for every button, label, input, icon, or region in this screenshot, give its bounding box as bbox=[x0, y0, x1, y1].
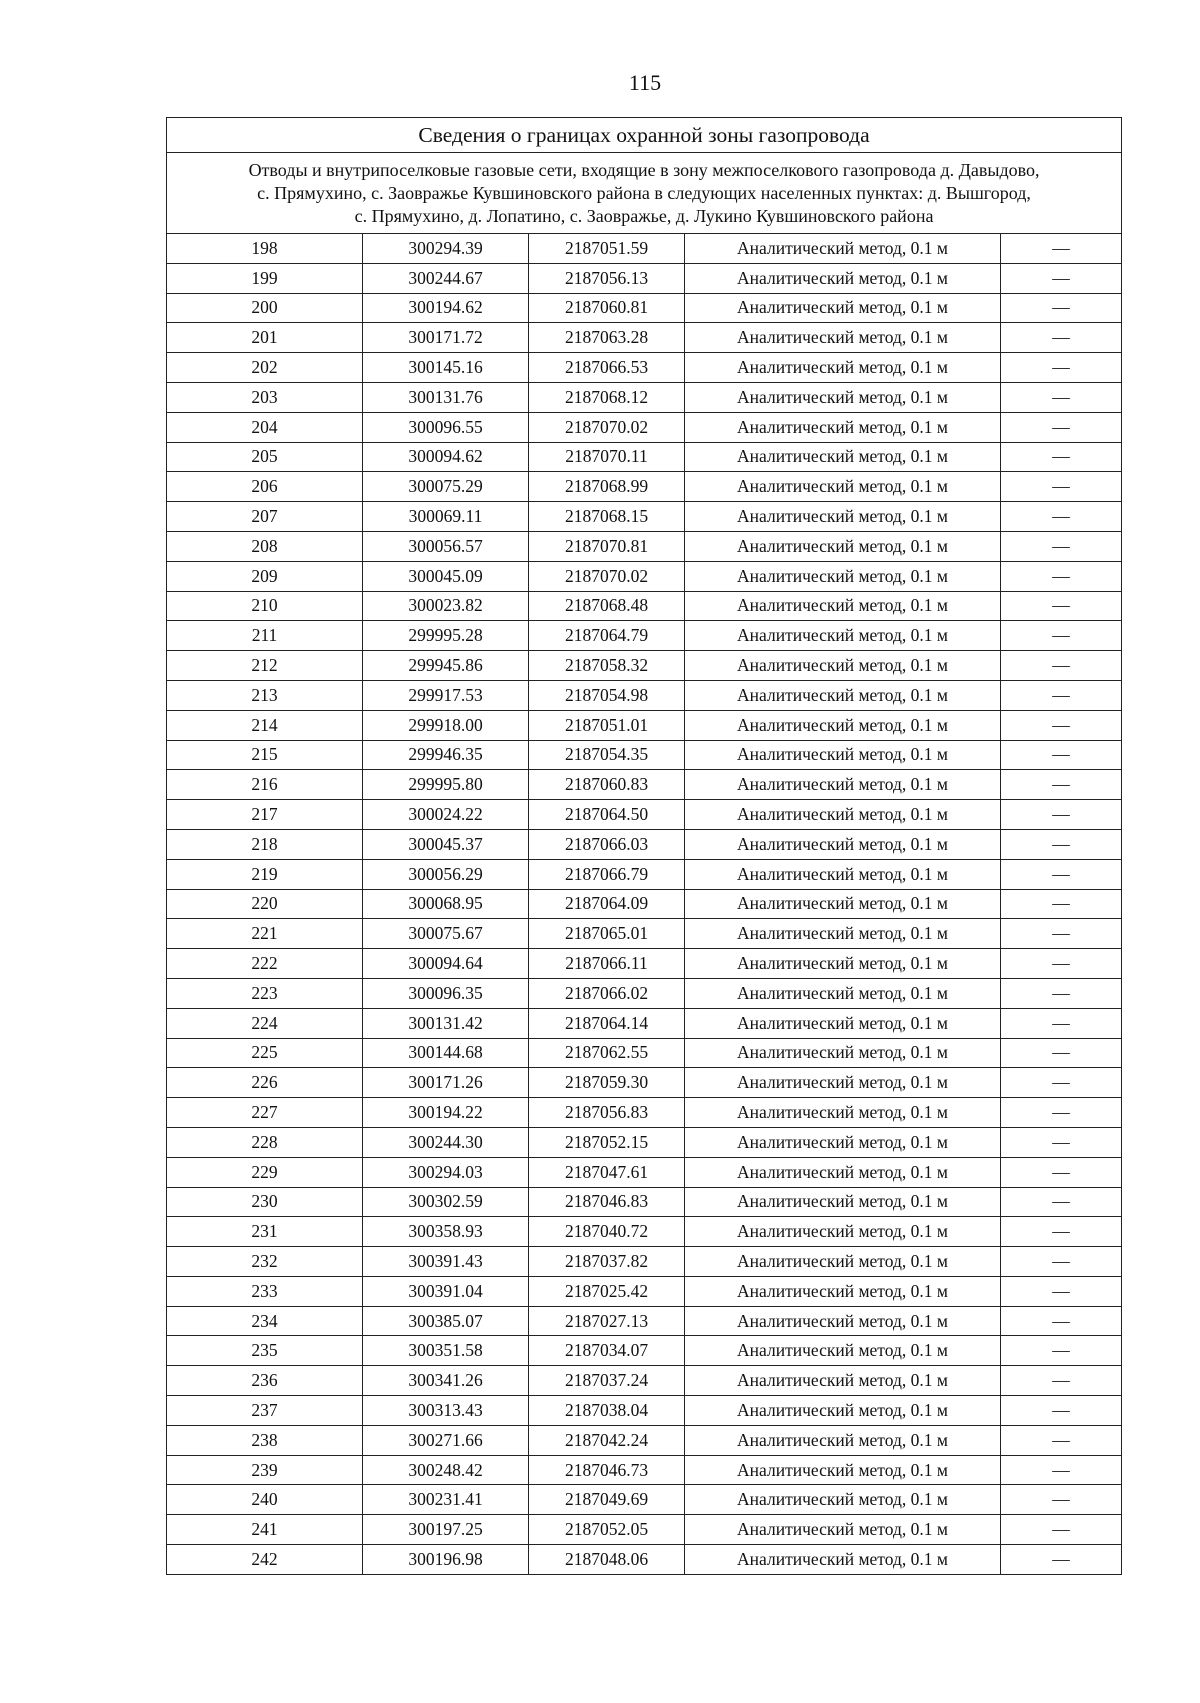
y-coordinate-cell: 2187056.83 bbox=[529, 1098, 685, 1128]
method-cell: Аналитический метод, 0.1 м bbox=[685, 1306, 1001, 1336]
table-row bbox=[167, 472, 1122, 502]
y-coordinate-cell: 2187065.01 bbox=[529, 919, 685, 949]
description-cell: — bbox=[1001, 234, 1122, 264]
description-cell: — bbox=[1001, 651, 1122, 681]
x-coordinate-cell: 300244.30 bbox=[363, 1127, 529, 1157]
method-cell: Аналитический метод, 0.1 м bbox=[685, 1276, 1001, 1306]
subtitle-line: с. Прямухино, с. Заовражье Кувшиновского района в следующих населенных пунктах: д. Вышгород, bbox=[257, 182, 1031, 203]
x-coordinate-cell: 300351.58 bbox=[363, 1336, 529, 1366]
method-cell: Аналитический метод, 0.1 м bbox=[685, 1455, 1001, 1485]
description-cell: — bbox=[1001, 1545, 1122, 1575]
method-cell: Аналитический метод, 0.1 м bbox=[685, 561, 1001, 591]
y-coordinate-cell: 2187046.73 bbox=[529, 1455, 685, 1485]
description-cell: — bbox=[1001, 1515, 1122, 1545]
x-coordinate-cell: 300358.93 bbox=[363, 1217, 529, 1247]
description-cell: — bbox=[1001, 353, 1122, 383]
method-cell: Аналитический метод, 0.1 м bbox=[685, 1157, 1001, 1187]
method-cell: Аналитический метод, 0.1 м bbox=[685, 829, 1001, 859]
y-coordinate-cell: 2187060.81 bbox=[529, 293, 685, 323]
point-number-cell: 204 bbox=[167, 412, 363, 442]
method-cell: Аналитический метод, 0.1 м bbox=[685, 472, 1001, 502]
x-coordinate-cell: 300271.66 bbox=[363, 1425, 529, 1455]
description-cell: — bbox=[1001, 442, 1122, 472]
y-coordinate-cell: 2187034.07 bbox=[529, 1336, 685, 1366]
method-cell: Аналитический метод, 0.1 м bbox=[685, 978, 1001, 1008]
table-row bbox=[167, 502, 1122, 532]
table-row bbox=[167, 1455, 1122, 1485]
table-title-row bbox=[167, 118, 1122, 153]
y-coordinate-cell: 2187037.24 bbox=[529, 1366, 685, 1396]
description-cell: — bbox=[1001, 889, 1122, 919]
table-row bbox=[167, 859, 1122, 889]
y-coordinate-cell: 2187064.14 bbox=[529, 1008, 685, 1038]
x-coordinate-cell: 300144.68 bbox=[363, 1038, 529, 1068]
description-cell: — bbox=[1001, 740, 1122, 770]
point-number-cell: 231 bbox=[167, 1217, 363, 1247]
description-cell: — bbox=[1001, 1157, 1122, 1187]
y-coordinate-cell: 2187068.99 bbox=[529, 472, 685, 502]
method-cell: Аналитический метод, 0.1 м bbox=[685, 740, 1001, 770]
x-coordinate-cell: 300391.04 bbox=[363, 1276, 529, 1306]
y-coordinate-cell: 2187064.50 bbox=[529, 800, 685, 830]
point-number-cell: 219 bbox=[167, 859, 363, 889]
table-row bbox=[167, 740, 1122, 770]
point-number-cell: 227 bbox=[167, 1098, 363, 1128]
table-row bbox=[167, 1306, 1122, 1336]
description-cell: — bbox=[1001, 1127, 1122, 1157]
y-coordinate-cell: 2187048.06 bbox=[529, 1545, 685, 1575]
description-cell: — bbox=[1001, 1336, 1122, 1366]
point-number-cell: 235 bbox=[167, 1336, 363, 1366]
description-cell: — bbox=[1001, 1098, 1122, 1128]
point-number-cell: 236 bbox=[167, 1366, 363, 1396]
y-coordinate-cell: 2187040.72 bbox=[529, 1217, 685, 1247]
y-coordinate-cell: 2187064.79 bbox=[529, 621, 685, 651]
y-coordinate-cell: 2187068.48 bbox=[529, 591, 685, 621]
table-row bbox=[167, 1127, 1122, 1157]
method-cell: Аналитический метод, 0.1 м bbox=[685, 859, 1001, 889]
y-coordinate-cell: 2187052.05 bbox=[529, 1515, 685, 1545]
table-row bbox=[167, 1485, 1122, 1515]
page-number: 115 bbox=[628, 70, 662, 95]
description-cell: — bbox=[1001, 829, 1122, 859]
method-cell: Аналитический метод, 0.1 м bbox=[685, 1366, 1001, 1396]
method-cell: Аналитический метод, 0.1 м bbox=[685, 1247, 1001, 1277]
point-number-cell: 228 bbox=[167, 1127, 363, 1157]
y-coordinate-cell: 2187051.59 bbox=[529, 234, 685, 264]
point-number-cell: 237 bbox=[167, 1396, 363, 1426]
point-number-cell: 238 bbox=[167, 1425, 363, 1455]
y-coordinate-cell: 2187038.04 bbox=[529, 1396, 685, 1426]
description-cell: — bbox=[1001, 1366, 1122, 1396]
point-number-cell: 199 bbox=[167, 263, 363, 293]
x-coordinate-cell: 300096.35 bbox=[363, 978, 529, 1008]
point-number-cell: 214 bbox=[167, 710, 363, 740]
x-coordinate-cell: 300294.39 bbox=[363, 234, 529, 264]
table-row bbox=[167, 1515, 1122, 1545]
table-row bbox=[167, 621, 1122, 651]
point-number-cell: 215 bbox=[167, 740, 363, 770]
y-coordinate-cell: 2187042.24 bbox=[529, 1425, 685, 1455]
point-number-cell: 216 bbox=[167, 770, 363, 800]
x-coordinate-cell: 300075.67 bbox=[363, 919, 529, 949]
method-cell: Аналитический метод, 0.1 м bbox=[685, 353, 1001, 383]
table-row bbox=[167, 1068, 1122, 1098]
point-number-cell: 211 bbox=[167, 621, 363, 651]
description-cell: — bbox=[1001, 1485, 1122, 1515]
y-coordinate-cell: 2187054.35 bbox=[529, 740, 685, 770]
method-cell: Аналитический метод, 0.1 м bbox=[685, 531, 1001, 561]
description-cell: — bbox=[1001, 621, 1122, 651]
description-cell: — bbox=[1001, 770, 1122, 800]
y-coordinate-cell: 2187051.01 bbox=[529, 710, 685, 740]
x-coordinate-cell: 299945.86 bbox=[363, 651, 529, 681]
table-row bbox=[167, 1336, 1122, 1366]
description-cell: — bbox=[1001, 1068, 1122, 1098]
description-cell: — bbox=[1001, 1455, 1122, 1485]
table-subtitle-row bbox=[167, 153, 1122, 234]
table-body bbox=[167, 118, 1122, 1575]
method-cell: Аналитический метод, 0.1 м bbox=[685, 800, 1001, 830]
table-row bbox=[167, 1008, 1122, 1038]
y-coordinate-cell: 2187052.15 bbox=[529, 1127, 685, 1157]
method-cell: Аналитический метод, 0.1 м bbox=[685, 234, 1001, 264]
y-coordinate-cell: 2187037.82 bbox=[529, 1247, 685, 1277]
description-cell: — bbox=[1001, 919, 1122, 949]
description-cell: — bbox=[1001, 323, 1122, 353]
point-number-cell: 226 bbox=[167, 1068, 363, 1098]
table-row bbox=[167, 1276, 1122, 1306]
point-number-cell: 205 bbox=[167, 442, 363, 472]
point-number-cell: 232 bbox=[167, 1247, 363, 1277]
point-number-cell: 218 bbox=[167, 829, 363, 859]
table-row bbox=[167, 800, 1122, 830]
description-cell: — bbox=[1001, 710, 1122, 740]
table-row bbox=[167, 710, 1122, 740]
x-coordinate-cell: 299917.53 bbox=[363, 680, 529, 710]
description-cell: — bbox=[1001, 591, 1122, 621]
table-row bbox=[167, 978, 1122, 1008]
method-cell: Аналитический метод, 0.1 м bbox=[685, 919, 1001, 949]
description-cell: — bbox=[1001, 1217, 1122, 1247]
method-cell: Аналитический метод, 0.1 м bbox=[685, 889, 1001, 919]
table-row bbox=[167, 1157, 1122, 1187]
point-number-cell: 242 bbox=[167, 1545, 363, 1575]
method-cell: Аналитический метод, 0.1 м bbox=[685, 263, 1001, 293]
x-coordinate-cell: 299995.28 bbox=[363, 621, 529, 651]
table-row bbox=[167, 531, 1122, 561]
subtitle-line: с. Прямухино, д. Лопатино, с. Заовражье, д. Лукино Кувшиновского района bbox=[354, 205, 934, 226]
description-cell: — bbox=[1001, 1276, 1122, 1306]
method-cell: Аналитический метод, 0.1 м bbox=[685, 621, 1001, 651]
method-cell: Аналитический метод, 0.1 м bbox=[685, 442, 1001, 472]
table-row bbox=[167, 1038, 1122, 1068]
x-coordinate-cell: 300094.62 bbox=[363, 442, 529, 472]
method-cell: Аналитический метод, 0.1 м bbox=[685, 1068, 1001, 1098]
x-coordinate-cell: 300024.22 bbox=[363, 800, 529, 830]
y-coordinate-cell: 2187062.55 bbox=[529, 1038, 685, 1068]
x-coordinate-cell: 300341.26 bbox=[363, 1366, 529, 1396]
point-number-cell: 202 bbox=[167, 353, 363, 383]
x-coordinate-cell: 300385.07 bbox=[363, 1306, 529, 1336]
x-coordinate-cell: 300196.98 bbox=[363, 1545, 529, 1575]
description-cell: — bbox=[1001, 502, 1122, 532]
y-coordinate-cell: 2187066.53 bbox=[529, 353, 685, 383]
table-row bbox=[167, 770, 1122, 800]
point-number-cell: 220 bbox=[167, 889, 363, 919]
x-coordinate-cell: 300068.95 bbox=[363, 889, 529, 919]
method-cell: Аналитический метод, 0.1 м bbox=[685, 382, 1001, 412]
x-coordinate-cell: 300069.11 bbox=[363, 502, 529, 532]
point-number-cell: 207 bbox=[167, 502, 363, 532]
point-number-cell: 240 bbox=[167, 1485, 363, 1515]
table-row bbox=[167, 680, 1122, 710]
x-coordinate-cell: 300131.76 bbox=[363, 382, 529, 412]
table-row bbox=[167, 263, 1122, 293]
method-cell: Аналитический метод, 0.1 м bbox=[685, 710, 1001, 740]
method-cell: Аналитический метод, 0.1 м bbox=[685, 1098, 1001, 1128]
table-row bbox=[167, 1545, 1122, 1575]
y-coordinate-cell: 2187068.12 bbox=[529, 382, 685, 412]
point-number-cell: 241 bbox=[167, 1515, 363, 1545]
table-row bbox=[167, 353, 1122, 383]
method-cell: Аналитический метод, 0.1 м bbox=[685, 1336, 1001, 1366]
description-cell: — bbox=[1001, 382, 1122, 412]
x-coordinate-cell: 300194.62 bbox=[363, 293, 529, 323]
x-coordinate-cell: 300244.67 bbox=[363, 263, 529, 293]
point-number-cell: 234 bbox=[167, 1306, 363, 1336]
y-coordinate-cell: 2187064.09 bbox=[529, 889, 685, 919]
point-number-cell: 230 bbox=[167, 1187, 363, 1217]
table-row bbox=[167, 442, 1122, 472]
table-subtitle bbox=[167, 153, 1122, 234]
x-coordinate-cell: 300391.43 bbox=[363, 1247, 529, 1277]
method-cell: Аналитический метод, 0.1 м bbox=[685, 323, 1001, 353]
method-cell: Аналитический метод, 0.1 м bbox=[685, 1485, 1001, 1515]
x-coordinate-cell: 300171.26 bbox=[363, 1068, 529, 1098]
table-row bbox=[167, 323, 1122, 353]
description-cell: — bbox=[1001, 800, 1122, 830]
y-coordinate-cell: 2187056.13 bbox=[529, 263, 685, 293]
point-number-cell: 222 bbox=[167, 949, 363, 979]
x-coordinate-cell: 300194.22 bbox=[363, 1098, 529, 1128]
boundary-table bbox=[166, 117, 1122, 1575]
table-row bbox=[167, 1098, 1122, 1128]
description-cell: — bbox=[1001, 680, 1122, 710]
x-coordinate-cell: 300145.16 bbox=[363, 353, 529, 383]
y-coordinate-cell: 2187066.11 bbox=[529, 949, 685, 979]
description-cell: — bbox=[1001, 949, 1122, 979]
table-row bbox=[167, 1366, 1122, 1396]
point-number-cell: 224 bbox=[167, 1008, 363, 1038]
subtitle-line: Отводы и внутрипоселковые газовые сети, входящие в зону межпоселкового газопровода д. Давыдово, bbox=[248, 159, 1040, 180]
point-number-cell: 239 bbox=[167, 1455, 363, 1485]
table-row bbox=[167, 234, 1122, 264]
point-number-cell: 217 bbox=[167, 800, 363, 830]
description-cell: — bbox=[1001, 1038, 1122, 1068]
point-number-cell: 206 bbox=[167, 472, 363, 502]
x-coordinate-cell: 299995.80 bbox=[363, 770, 529, 800]
point-number-cell: 203 bbox=[167, 382, 363, 412]
x-coordinate-cell: 300231.41 bbox=[363, 1485, 529, 1515]
method-cell: Аналитический метод, 0.1 м bbox=[685, 1425, 1001, 1455]
table-row bbox=[167, 949, 1122, 979]
y-coordinate-cell: 2187054.98 bbox=[529, 680, 685, 710]
y-coordinate-cell: 2187070.81 bbox=[529, 531, 685, 561]
x-coordinate-cell: 300197.25 bbox=[363, 1515, 529, 1545]
x-coordinate-cell: 300045.37 bbox=[363, 829, 529, 859]
y-coordinate-cell: 2187070.11 bbox=[529, 442, 685, 472]
x-coordinate-cell: 300171.72 bbox=[363, 323, 529, 353]
x-coordinate-cell: 300131.42 bbox=[363, 1008, 529, 1038]
method-cell: Аналитический метод, 0.1 м bbox=[685, 1127, 1001, 1157]
y-coordinate-cell: 2187058.32 bbox=[529, 651, 685, 681]
y-coordinate-cell: 2187066.02 bbox=[529, 978, 685, 1008]
y-coordinate-cell: 2187047.61 bbox=[529, 1157, 685, 1187]
table-row bbox=[167, 1187, 1122, 1217]
table-row bbox=[167, 591, 1122, 621]
point-number-cell: 209 bbox=[167, 561, 363, 591]
table-row bbox=[167, 651, 1122, 681]
y-coordinate-cell: 2187066.79 bbox=[529, 859, 685, 889]
x-coordinate-cell: 300075.29 bbox=[363, 472, 529, 502]
x-coordinate-cell: 300094.64 bbox=[363, 949, 529, 979]
method-cell: Аналитический метод, 0.1 м bbox=[685, 770, 1001, 800]
table-row bbox=[167, 293, 1122, 323]
y-coordinate-cell: 2187049.69 bbox=[529, 1485, 685, 1515]
method-cell: Аналитический метод, 0.1 м bbox=[685, 949, 1001, 979]
method-cell: Аналитический метод, 0.1 м bbox=[685, 1187, 1001, 1217]
y-coordinate-cell: 2187068.15 bbox=[529, 502, 685, 532]
method-cell: Аналитический метод, 0.1 м bbox=[685, 591, 1001, 621]
method-cell: Аналитический метод, 0.1 м bbox=[685, 1217, 1001, 1247]
table-row bbox=[167, 412, 1122, 442]
method-cell: Аналитический метод, 0.1 м bbox=[685, 502, 1001, 532]
description-cell: — bbox=[1001, 531, 1122, 561]
x-coordinate-cell: 300302.59 bbox=[363, 1187, 529, 1217]
y-coordinate-cell: 2187046.83 bbox=[529, 1187, 685, 1217]
description-cell: — bbox=[1001, 263, 1122, 293]
description-cell: — bbox=[1001, 1396, 1122, 1426]
table-row bbox=[167, 382, 1122, 412]
table-title: Сведения о границах охранной зоны газопровода bbox=[167, 118, 1122, 153]
method-cell: Аналитический метод, 0.1 м bbox=[685, 680, 1001, 710]
x-coordinate-cell: 300045.09 bbox=[363, 561, 529, 591]
table-row bbox=[167, 829, 1122, 859]
method-cell: Аналитический метод, 0.1 м bbox=[685, 293, 1001, 323]
y-coordinate-cell: 2187025.42 bbox=[529, 1276, 685, 1306]
x-coordinate-cell: 300023.82 bbox=[363, 591, 529, 621]
x-coordinate-cell: 300056.29 bbox=[363, 859, 529, 889]
x-coordinate-cell: 300313.43 bbox=[363, 1396, 529, 1426]
point-number-cell: 221 bbox=[167, 919, 363, 949]
point-number-cell: 212 bbox=[167, 651, 363, 681]
description-cell: — bbox=[1001, 472, 1122, 502]
y-coordinate-cell: 2187066.03 bbox=[529, 829, 685, 859]
point-number-cell: 210 bbox=[167, 591, 363, 621]
table-row bbox=[167, 1247, 1122, 1277]
x-coordinate-cell: 299918.00 bbox=[363, 710, 529, 740]
description-cell: — bbox=[1001, 1187, 1122, 1217]
y-coordinate-cell: 2187060.83 bbox=[529, 770, 685, 800]
x-coordinate-cell: 300294.03 bbox=[363, 1157, 529, 1187]
point-number-cell: 198 bbox=[167, 234, 363, 264]
table-row bbox=[167, 1217, 1122, 1247]
method-cell: Аналитический метод, 0.1 м bbox=[685, 1396, 1001, 1426]
description-cell: — bbox=[1001, 859, 1122, 889]
point-number-cell: 200 bbox=[167, 293, 363, 323]
description-cell: — bbox=[1001, 293, 1122, 323]
point-number-cell: 229 bbox=[167, 1157, 363, 1187]
table-row bbox=[167, 1425, 1122, 1455]
y-coordinate-cell: 2187070.02 bbox=[529, 561, 685, 591]
y-coordinate-cell: 2187027.13 bbox=[529, 1306, 685, 1336]
method-cell: Аналитический метод, 0.1 м bbox=[685, 1515, 1001, 1545]
point-number-cell: 208 bbox=[167, 531, 363, 561]
x-coordinate-cell: 300248.42 bbox=[363, 1455, 529, 1485]
description-cell: — bbox=[1001, 1008, 1122, 1038]
x-coordinate-cell: 300096.55 bbox=[363, 412, 529, 442]
point-number-cell: 225 bbox=[167, 1038, 363, 1068]
y-coordinate-cell: 2187059.30 bbox=[529, 1068, 685, 1098]
description-cell: — bbox=[1001, 1247, 1122, 1277]
point-number-cell: 233 bbox=[167, 1276, 363, 1306]
table-row bbox=[167, 919, 1122, 949]
table-row bbox=[167, 889, 1122, 919]
y-coordinate-cell: 2187063.28 bbox=[529, 323, 685, 353]
description-cell: — bbox=[1001, 1425, 1122, 1455]
method-cell: Аналитический метод, 0.1 м bbox=[685, 1545, 1001, 1575]
x-coordinate-cell: 300056.57 bbox=[363, 531, 529, 561]
description-cell: — bbox=[1001, 978, 1122, 1008]
point-number-cell: 213 bbox=[167, 680, 363, 710]
method-cell: Аналитический метод, 0.1 м bbox=[685, 651, 1001, 681]
point-number-cell: 201 bbox=[167, 323, 363, 353]
method-cell: Аналитический метод, 0.1 м bbox=[685, 1038, 1001, 1068]
method-cell: Аналитический метод, 0.1 м bbox=[685, 412, 1001, 442]
point-number-cell: 223 bbox=[167, 978, 363, 1008]
description-cell: — bbox=[1001, 1306, 1122, 1336]
description-cell: — bbox=[1001, 561, 1122, 591]
y-coordinate-cell: 2187070.02 bbox=[529, 412, 685, 442]
table-row bbox=[167, 1396, 1122, 1426]
x-coordinate-cell: 299946.35 bbox=[363, 740, 529, 770]
description-cell: — bbox=[1001, 412, 1122, 442]
method-cell: Аналитический метод, 0.1 м bbox=[685, 1008, 1001, 1038]
table-row bbox=[167, 561, 1122, 591]
